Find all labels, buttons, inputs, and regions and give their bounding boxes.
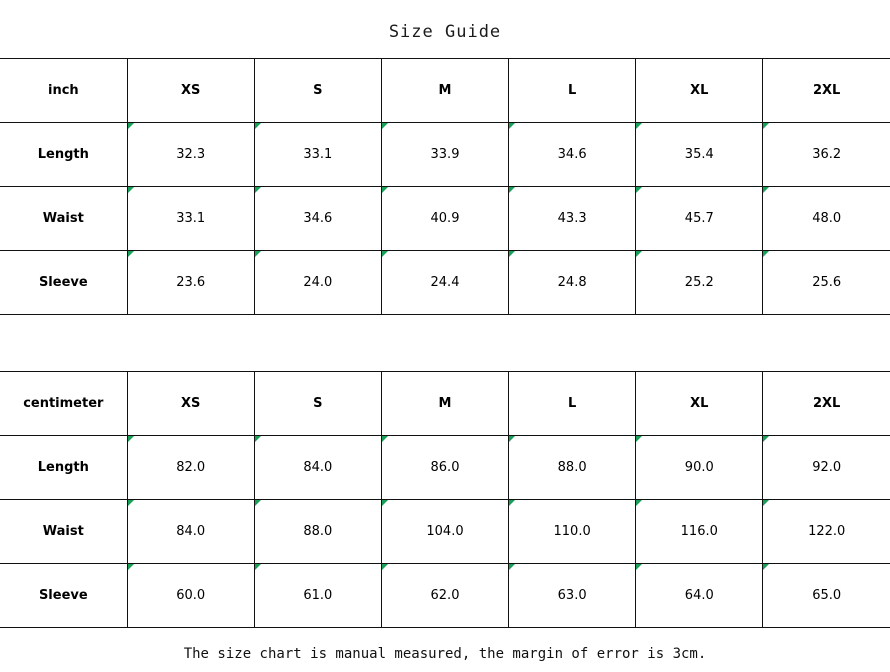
unit-label-centimeter: centimeter (0, 372, 127, 436)
cell-sleeve-2xl: 25.6 (763, 251, 890, 315)
cell-length-l: 34.6 (509, 123, 636, 187)
row-label-waist: Waist (0, 187, 127, 251)
cell-waist-xl: 116.0 (636, 500, 763, 564)
column-header-l: L (509, 59, 636, 123)
cell-waist-2xl: 122.0 (763, 500, 890, 564)
table-row (0, 187, 890, 251)
size-table-inch (0, 58, 890, 315)
table-row (0, 564, 890, 628)
column-header-2xl: 2XL (763, 372, 890, 436)
cell-waist-xs: 84.0 (127, 500, 254, 564)
cell-waist-xl: 45.7 (636, 187, 763, 251)
row-label-waist: Waist (0, 500, 127, 564)
cell-length-xl: 35.4 (636, 123, 763, 187)
cell-length-xl: 90.0 (636, 436, 763, 500)
column-header-xl: XL (636, 372, 763, 436)
cell-length-s: 84.0 (254, 436, 381, 500)
size-table-centimeter (0, 371, 890, 628)
cell-length-xs: 32.3 (127, 123, 254, 187)
cell-sleeve-2xl: 65.0 (763, 564, 890, 628)
table-header-row (0, 372, 890, 436)
cell-waist-2xl: 48.0 (763, 187, 890, 251)
cell-sleeve-xl: 64.0 (636, 564, 763, 628)
table-row (0, 500, 890, 564)
unit-label-inch: inch (0, 59, 127, 123)
table-separator (0, 315, 890, 371)
column-header-s: S (254, 372, 381, 436)
cell-sleeve-s: 24.0 (254, 251, 381, 315)
cell-length-2xl: 92.0 (763, 436, 890, 500)
cell-length-m: 33.9 (381, 123, 508, 187)
column-header-xl: XL (636, 59, 763, 123)
column-header-xs: XS (127, 59, 254, 123)
cell-waist-s: 88.0 (254, 500, 381, 564)
cell-waist-m: 104.0 (381, 500, 508, 564)
table-header-row (0, 59, 890, 123)
cell-sleeve-m: 24.4 (381, 251, 508, 315)
row-label-length: Length (0, 436, 127, 500)
row-label-sleeve: Sleeve (0, 251, 127, 315)
cell-waist-xs: 33.1 (127, 187, 254, 251)
row-label-length: Length (0, 123, 127, 187)
cell-sleeve-l: 24.8 (509, 251, 636, 315)
column-header-xs: XS (127, 372, 254, 436)
cell-waist-m: 40.9 (381, 187, 508, 251)
cell-waist-l: 110.0 (509, 500, 636, 564)
cell-length-s: 33.1 (254, 123, 381, 187)
cell-length-m: 86.0 (381, 436, 508, 500)
table-row (0, 436, 890, 500)
page-title: Size Guide (388, 22, 502, 42)
column-header-m: M (381, 59, 508, 123)
measurement-note: The size chart is manual measured, the margin of error is 3cm. (183, 646, 707, 662)
table-row (0, 123, 890, 187)
column-header-m: M (381, 372, 508, 436)
cell-sleeve-xl: 25.2 (636, 251, 763, 315)
cell-sleeve-s: 61.0 (254, 564, 381, 628)
column-header-2xl: 2XL (763, 59, 890, 123)
cell-sleeve-xs: 60.0 (127, 564, 254, 628)
cell-length-2xl: 36.2 (763, 123, 890, 187)
column-header-s: S (254, 59, 381, 123)
cell-sleeve-xs: 23.6 (127, 251, 254, 315)
cell-waist-s: 34.6 (254, 187, 381, 251)
cell-sleeve-m: 62.0 (381, 564, 508, 628)
row-label-sleeve: Sleeve (0, 564, 127, 628)
table-row (0, 251, 890, 315)
cell-waist-l: 43.3 (509, 187, 636, 251)
column-header-l: L (509, 372, 636, 436)
cell-length-l: 88.0 (509, 436, 636, 500)
cell-sleeve-l: 63.0 (509, 564, 636, 628)
cell-length-xs: 82.0 (127, 436, 254, 500)
